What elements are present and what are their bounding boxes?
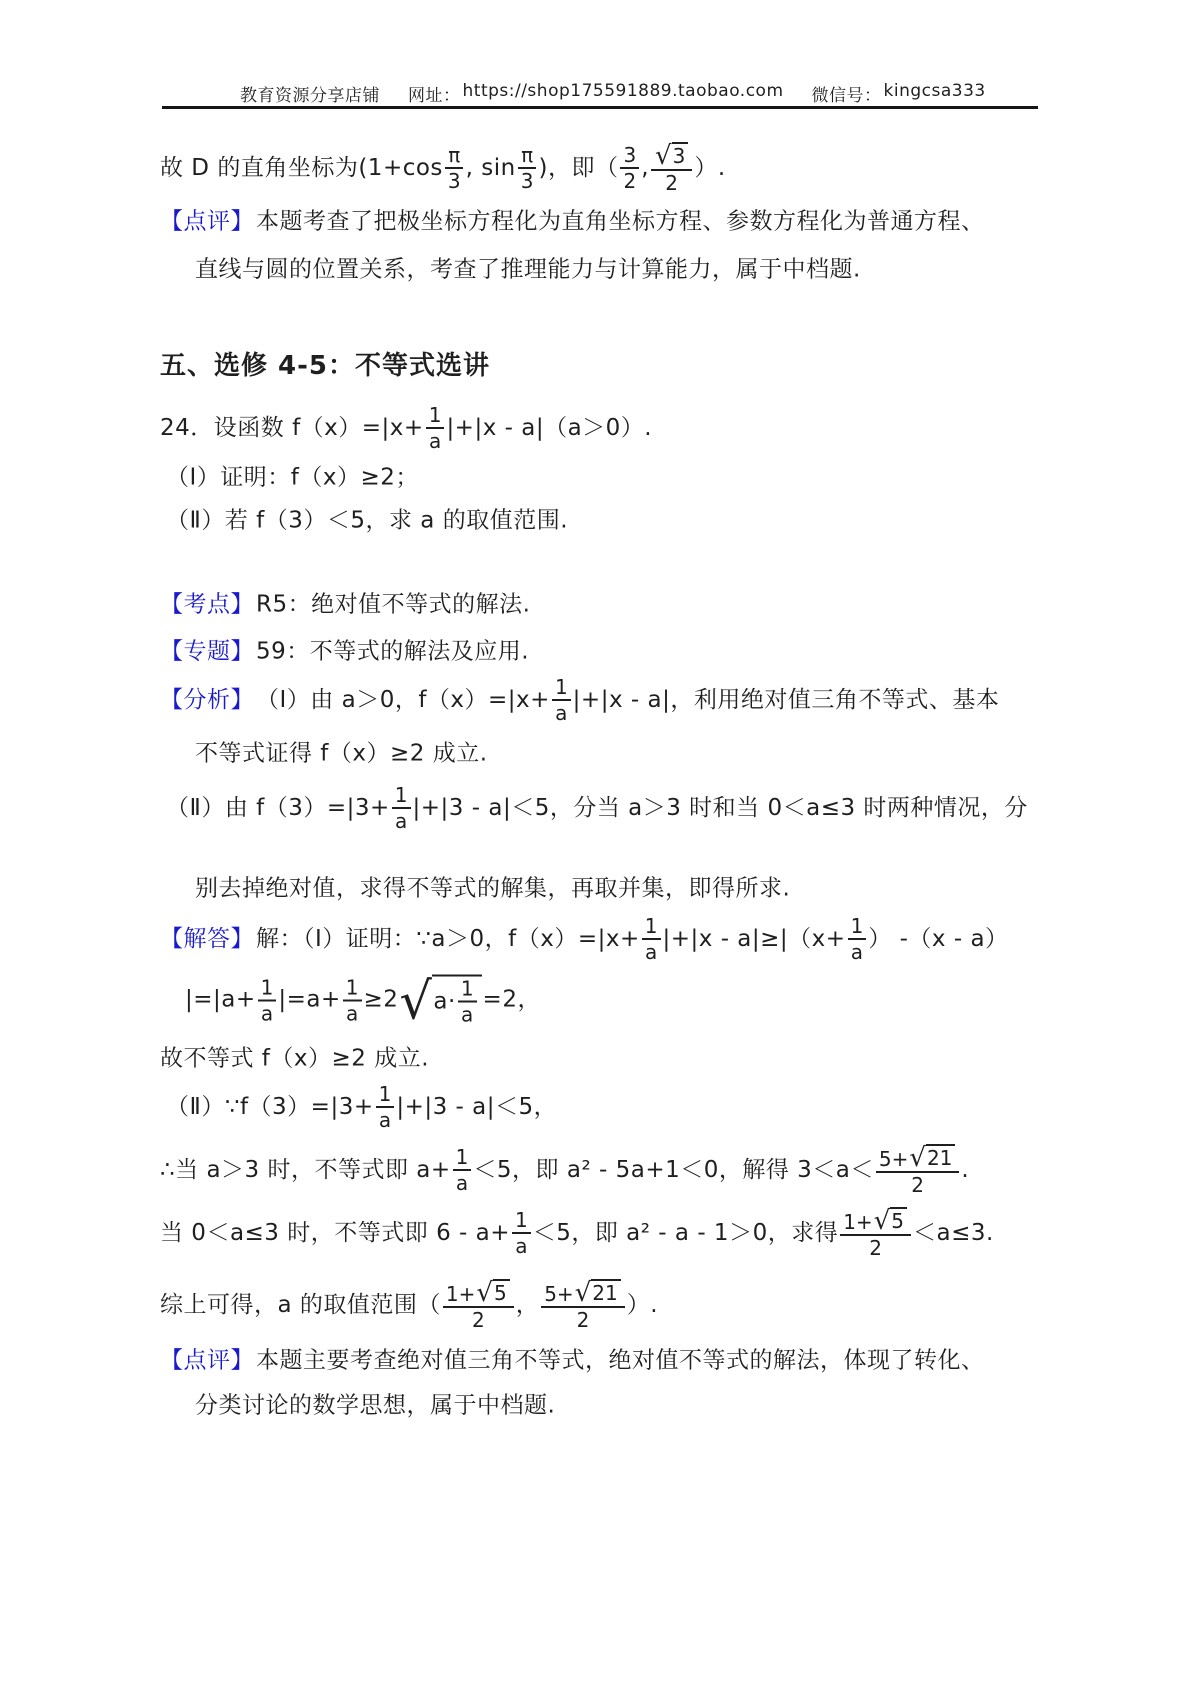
text-line-review-1-part2 (195, 256, 861, 285)
fraction-denominator (376, 1108, 394, 1131)
fraction-numerator (840, 1207, 911, 1236)
fraction-numerator (552, 676, 571, 701)
fraction-numerator (620, 144, 639, 169)
text-run: 1 (260, 975, 274, 999)
text-run: 2 (471, 1308, 485, 1332)
text-line-problem-24 (160, 404, 652, 452)
text-run: a (395, 809, 408, 833)
text-line-jieda-line6 (160, 1207, 994, 1259)
fraction-denominator (642, 940, 660, 963)
text-run: 2 (576, 1308, 590, 1332)
text-run: 五、选修 4-5：不等式选讲 (160, 350, 491, 381)
text-run: |=a+ (278, 986, 341, 1013)
text-run: 直线与圆的位置关系，考查了推理能力与计算能力，属于中档题. (195, 256, 861, 283)
section-label: 【专题】 (160, 638, 254, 665)
text-line-zhuanti (160, 638, 529, 667)
text-run: （Ⅱ）若 f（3）＜5，求 a 的取值范围. (166, 507, 569, 534)
header-wechat-label: 微信号： (811, 86, 882, 106)
radical (909, 1143, 955, 1174)
radical (574, 1278, 621, 1309)
text-run: 综上可得，a 的取值范围（ (160, 1291, 441, 1318)
text-run: 3 (520, 169, 534, 193)
fraction-numerator (512, 1209, 531, 1234)
text-run: ＜a≤3. (913, 1219, 994, 1246)
text-run: 1 (460, 976, 474, 1001)
text-run: |+|3 - a|＜5，分当 a＞3 时和当 0＜a≤3 时两种情况，分 (412, 794, 1028, 821)
fraction (458, 978, 477, 1026)
fraction-denominator (426, 429, 444, 452)
text-run: 当 0＜a≤3 时，不等式即 6 - a+ (160, 1219, 510, 1246)
text-run: , (641, 154, 649, 181)
text-run: ＜5，即 a² - a - 1＞0，求得 (532, 1219, 839, 1246)
radical (655, 141, 688, 172)
text-run: a (455, 1171, 469, 1195)
fraction-denominator (552, 701, 570, 724)
radicand (926, 1144, 955, 1170)
fraction (848, 915, 867, 963)
fraction (453, 1146, 472, 1194)
text-run: 2 (911, 1173, 925, 1197)
text-run: 5+ (544, 1282, 574, 1306)
text-run: 3 (447, 169, 461, 193)
radicand (672, 142, 689, 168)
fraction-numerator (453, 1146, 472, 1171)
text-run: 1 (850, 914, 864, 938)
fraction-denominator (574, 1308, 593, 1331)
text-run: 21 (926, 1146, 953, 1170)
text-line-kaodian (160, 591, 530, 620)
fraction-numerator (258, 976, 277, 1001)
fraction (426, 404, 445, 452)
fraction-denominator (469, 1308, 488, 1331)
text-run: 59：不等式的解法及应用. (256, 638, 530, 665)
header-url-label: 网址： (408, 86, 461, 106)
text-line-section-heading (160, 350, 490, 383)
header-url (408, 81, 784, 106)
fraction-numerator (876, 1144, 960, 1173)
text-run: 解：（Ⅰ）证明：∵a＞0，f（x）=|x+ (256, 925, 640, 952)
radical-sign: √ (399, 972, 433, 1032)
text-line-review-1-part1 (160, 208, 985, 237)
fraction (392, 784, 411, 832)
fraction-denominator (453, 1171, 471, 1194)
text-run: 分类讨论的数学思想，属于中档题. (195, 1392, 556, 1419)
text-line-jieda-line1 (160, 915, 1009, 963)
fraction (512, 1209, 531, 1257)
text-run: a (850, 940, 864, 964)
fraction-denominator (620, 169, 639, 192)
text-run: 5 (493, 1281, 507, 1305)
fraction (258, 976, 277, 1024)
fraction-numerator (445, 144, 463, 169)
text-run: 3 (672, 144, 686, 168)
text-run: |+|x - a|，利用绝对值三角不等式、基本 (572, 686, 1000, 713)
text-run: 21 (592, 1281, 618, 1305)
fraction (443, 1279, 514, 1331)
fraction-denominator (848, 940, 866, 963)
header-wechat (812, 81, 986, 106)
text-line-jieda-line2 (185, 972, 541, 1032)
text-run: |+|3 - a|＜5， (396, 1093, 558, 1120)
fraction-numerator (392, 784, 411, 809)
text-line-fenxi-part3 (166, 784, 1028, 832)
text-run: a (515, 1234, 528, 1258)
fraction-numerator (343, 976, 362, 1001)
text-run: 5 (891, 1209, 904, 1233)
text-run: 1 (378, 1082, 392, 1106)
fraction-denominator (512, 1234, 530, 1257)
section-label: 【点评】 (160, 1347, 254, 1374)
text-run: 不等式证得 f（x）≥2 成立. (195, 740, 488, 767)
text-run: a (378, 1108, 392, 1132)
text-line-part-1-statement (166, 464, 419, 493)
text-run: a (346, 1001, 359, 1025)
text-run: 1 (515, 1208, 528, 1232)
text-line-jieda-line4 (166, 1083, 557, 1131)
fraction-denominator (518, 169, 537, 192)
fraction (518, 144, 537, 192)
section-label: 【考点】 (160, 591, 254, 618)
fraction (445, 144, 464, 192)
text-run: 别去掉绝对值，求得不等式的解集，再取并集，即得所求. (195, 875, 791, 902)
text-run: ∴当 a＞3 时，不等式即 a+ (160, 1156, 451, 1183)
radicand (591, 1279, 620, 1305)
fraction-numerator (458, 978, 477, 1003)
radical-sign: √ (873, 1206, 891, 1237)
fraction-numerator (426, 404, 445, 429)
text-run: 3 (623, 143, 637, 167)
fraction-numerator (651, 142, 692, 171)
text-run: a (645, 940, 658, 964)
text-run: |+|x - a|≥|（x+ (662, 925, 846, 952)
fraction (620, 144, 639, 192)
text-run: π (521, 143, 534, 167)
text-run: ） -（x - a） (868, 925, 1009, 952)
fraction (541, 1279, 625, 1331)
fraction-numerator (518, 144, 536, 169)
text-line-review-2-part1 (160, 1347, 985, 1376)
text-run: |+|x - a|（a＞0）. (446, 414, 653, 441)
text-run: 5+ (878, 1147, 909, 1171)
text-run: 本题主要考查绝对值三角不等式，绝对值不等式的解法，体现了转化、 (256, 1347, 985, 1374)
section-label: 【解答】 (160, 925, 254, 952)
text-run: 1 (428, 403, 442, 427)
text-line-jieda-line3 (160, 1045, 429, 1074)
header-store-name: 教育资源分享店铺 (240, 86, 380, 106)
fraction-numerator (642, 915, 661, 940)
text-run: 1+ (843, 1210, 873, 1234)
header-url-value: https://shop175591889.taobao.com (462, 81, 784, 101)
text-run: 本题考查了把极坐标方程化为直角坐标方程、参数方程化为普通方程、 (256, 208, 985, 235)
text-run: 24．设函数 f（x）=|x+ (160, 414, 424, 441)
text-run: a (461, 1002, 474, 1027)
fraction (876, 1144, 960, 1196)
radicand (493, 1279, 510, 1305)
text-run: 1 (644, 914, 658, 938)
radical-sign: √ (476, 1278, 493, 1309)
fraction-denominator (866, 1236, 885, 1259)
radical (399, 972, 481, 1032)
radicand (432, 975, 481, 1026)
text-line-fenxi-part2 (195, 740, 488, 769)
fraction-denominator (258, 1001, 276, 1024)
fraction (552, 676, 571, 724)
text-run: ， (515, 1291, 540, 1318)
text-line-jieda-line5 (160, 1144, 969, 1196)
fraction-denominator (458, 1003, 476, 1026)
text-run: 2 (623, 169, 637, 193)
text-line-fenxi-part4 (195, 875, 790, 904)
text-line-review-2-part2 (195, 1392, 555, 1421)
fraction-numerator (443, 1279, 514, 1308)
text-run: π (448, 143, 461, 167)
text-line-part-2-statement (166, 507, 568, 536)
fraction-denominator (343, 1001, 361, 1024)
text-run: （Ⅱ）∵f（3）=|3+ (166, 1093, 374, 1120)
text-run: 1 (394, 783, 408, 807)
text-run: 故 D 的直角坐标为(1+cos (160, 154, 443, 181)
text-run: （Ⅰ）由 a＞0，f（x）=|x+ (256, 686, 550, 713)
text-run: 1 (455, 1145, 469, 1169)
text-run: 2 (869, 1236, 882, 1260)
fraction (642, 915, 661, 963)
text-run: a (260, 1001, 274, 1025)
fraction-denominator (392, 809, 410, 832)
text-line-jieda-line7 (160, 1279, 658, 1331)
fraction-numerator (541, 1279, 625, 1308)
text-run: . (961, 1156, 970, 1183)
radical-sign: √ (655, 141, 672, 172)
fraction (343, 976, 362, 1024)
text-run: R5：绝对值不等式的解法. (256, 591, 531, 618)
text-run: ）. (694, 154, 726, 181)
section-label: 【点评】 (160, 208, 254, 235)
text-run: ≥2 (363, 986, 399, 1013)
text-run: 1 (554, 675, 568, 699)
fraction (840, 1207, 911, 1259)
text-run: 1 (345, 975, 359, 999)
text-run: ）. (626, 1291, 659, 1318)
fraction-denominator (908, 1173, 927, 1196)
fraction-denominator (445, 169, 464, 192)
text-run: a· (433, 988, 456, 1015)
text-run: a (428, 429, 442, 453)
text-line-coord-conclusion (160, 142, 726, 194)
text-run: （Ⅱ）由 f（3）=|3+ (166, 794, 390, 821)
fraction-denominator (662, 171, 681, 194)
radicand (890, 1207, 907, 1233)
text-run: ＜5，即 a² - 5a+1＜0，解得 3＜a＜ (473, 1156, 874, 1183)
fraction-numerator (376, 1083, 395, 1108)
radical (873, 1206, 907, 1237)
text-run: a (555, 701, 568, 725)
text-run: 故不等式 f（x）≥2 成立. (160, 1045, 430, 1072)
header-wechat-value: kingcsa333 (883, 81, 986, 101)
page-header (240, 81, 986, 106)
text-run: )，即（ (538, 154, 619, 181)
fraction (376, 1083, 395, 1131)
text-run: |=|a+ (185, 986, 256, 1013)
radical-sign: √ (574, 1278, 592, 1309)
text-line-fenxi-part1 (160, 676, 999, 724)
fraction-numerator (848, 915, 867, 940)
radical-sign: √ (909, 1143, 926, 1174)
text-run: （Ⅰ）证明：f（x）≥2； (166, 464, 419, 491)
text-run: 2 (665, 171, 679, 195)
header-divider (162, 106, 1038, 109)
section-label: 【分析】 (160, 686, 254, 713)
radical (476, 1278, 509, 1309)
text-run: , sin (465, 154, 516, 181)
text-run: =2， (482, 986, 541, 1013)
fraction (651, 142, 692, 194)
text-run: 1+ (445, 1282, 476, 1306)
